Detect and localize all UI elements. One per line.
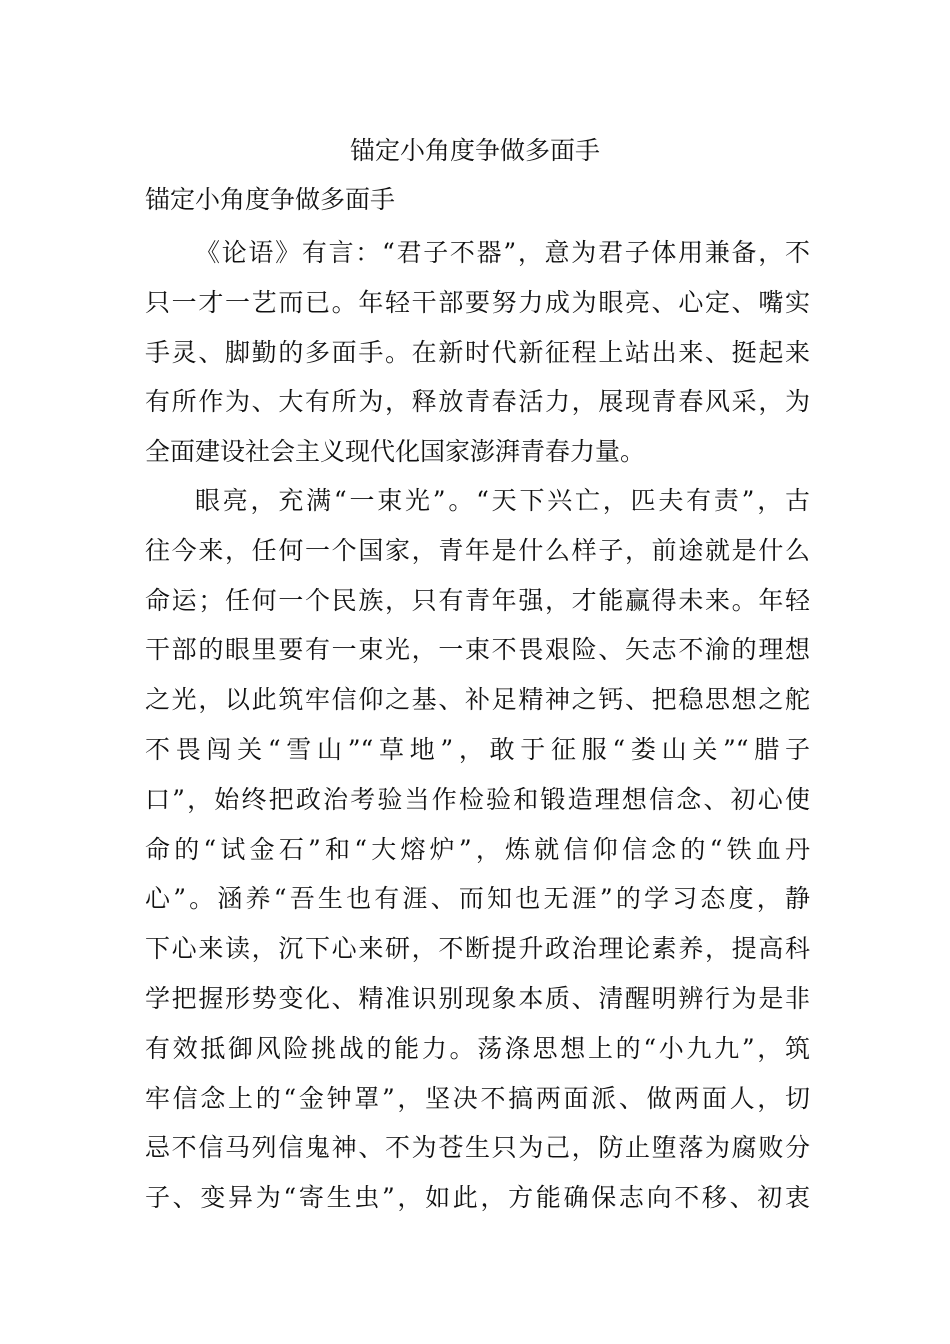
text-line: 下心来读，沉下心来研，不断提升政治理论素养，提高科	[145, 934, 810, 964]
text-line: 有效抵御风险挑战的能力。荡涤思想上的“小九九”，筑	[145, 1033, 810, 1063]
text-line: 干部的眼里要有一束光，一束不畏艰险、矢志不渝的理想	[145, 635, 810, 665]
text-line: 不畏闯关“雪山”“草地”，敢于征服“娄山关”“腊子	[145, 734, 810, 764]
text-line: 学把握形势变化、精准识别现象本质、清醒明辨行为是非	[145, 983, 810, 1013]
text-line: 眼亮，充满“一束光”。“天下兴亡，匹夫有责”，古	[195, 486, 810, 515]
text-line: 子、变异为“寄生虫”，如此，方能确保志向不移、初衷	[145, 1183, 810, 1213]
text-line: 往今来，任何一个国家，青年是什么样子，前途就是什么	[145, 535, 810, 565]
paragraph-intro	[145, 228, 810, 477]
text-line: 只一才一艺而已。年轻干部要努力成为眼亮、心定、嘴实	[145, 287, 810, 317]
text-line: 忌不信马列信鬼神、不为苍生只为己，防止堕落为腐败分	[145, 1133, 810, 1163]
text-line: 之光，以此筑牢信仰之基、补足精神之钙、把稳思想之舵	[145, 685, 810, 715]
paragraph-eyes-bright	[145, 476, 810, 1223]
text-line: 心”。涵养“吾生也有涯、而知也无涯”的学习态度，静	[145, 884, 810, 914]
text-line: 命的“试金石”和“大熔炉”，炼就信仰信念的“铁血丹	[145, 834, 810, 864]
text-line: 口”，始终把政治考验当作检验和锻造理想信念、初心使	[145, 784, 810, 814]
text-line: 牢信念上的“金钟罩”，坚决不搞两面派、做两面人，切	[145, 1083, 810, 1113]
text-line: 有所作为、大有所为，释放青春活力，展现青春风采，为	[145, 387, 810, 417]
page-subtitle: 锚定小角度争做多面手	[145, 185, 396, 214]
text-line: 《论语》有言：“君子不器”，意为君子体用兼备，不	[195, 238, 810, 267]
text-line: 全面建设社会主义现代化国家澎湃青春力量。	[145, 437, 646, 467]
page-title: 锚定小角度争做多面手	[349, 136, 600, 165]
text-line: 命运；任何一个民族，只有青年强，才能赢得未来。年轻	[145, 585, 810, 615]
text-line: 手灵、脚勤的多面手。在新时代新征程上站出来、挺起来	[145, 337, 810, 367]
